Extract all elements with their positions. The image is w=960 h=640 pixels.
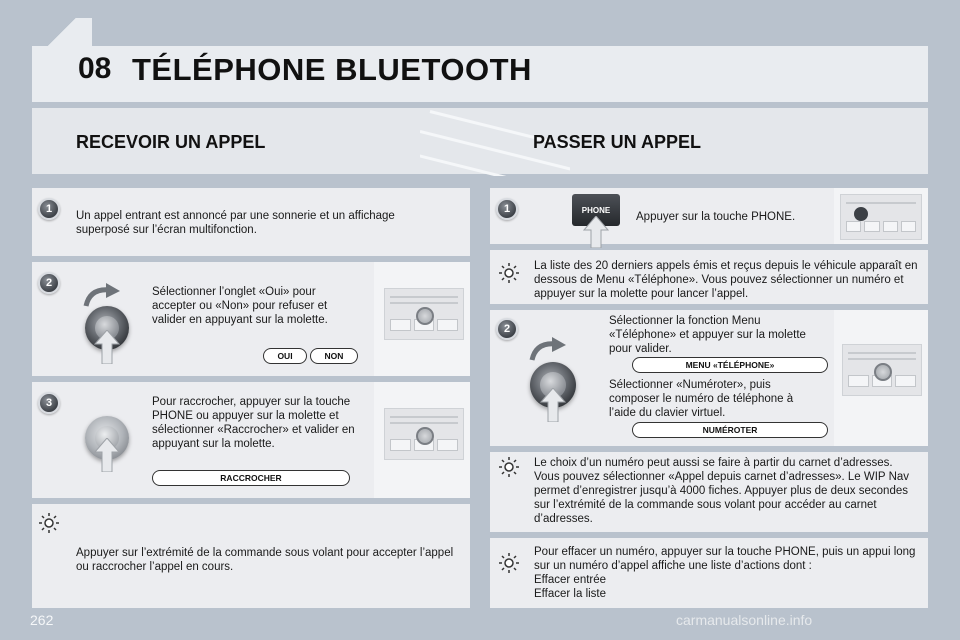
menu-telephone-button[interactable]: MENU «TÉLÉPHONE» (632, 357, 828, 373)
rotate-arrow-icon (528, 336, 568, 364)
step-badge: 2 (38, 272, 60, 294)
tip-sun-icon (38, 512, 60, 534)
radio-unit-icon (840, 194, 922, 240)
press-arrow-icon (94, 438, 120, 472)
oui-button[interactable]: OUI (263, 348, 307, 364)
tip-sun-icon (498, 456, 520, 478)
section-title-receive: RECEVOIR UN APPEL (76, 132, 266, 152)
make-tip1-text: La liste des 20 derniers appels émis et reçus depuis le véhicule apparaît en dessous de Menu «Téléphone». Vous pouvez sélectionner un numéro et appuyer sur la molette pour lancer l’appel. (534, 260, 918, 300)
section-title-make: PASSER UN APPEL (533, 132, 702, 152)
hangup-button[interactable]: RACCROCHER (152, 470, 350, 486)
receive-step1-text: Un appel entrant est annoncé par une sonnerie et un affichage superposé sur l’écran multifonction. (76, 210, 395, 236)
header-fold (32, 18, 92, 46)
page-number: 262 (30, 612, 54, 628)
radio-unit-icon (842, 344, 922, 396)
page-title: TÉLÉPHONE BLUETOOTH (132, 52, 532, 87)
step-badge: 2 (496, 318, 518, 340)
receive-step2-text: Sélectionner l’onglet «Oui» pour accepter ou «Non» pour refuser et valider en appuyant sur la molette. (152, 286, 328, 326)
tip-sun-icon (498, 262, 520, 284)
make-tip3-line1: Pour effacer un numéro, appuyer sur la touche PHONE, puis un appui long sur un numéro d’appel affiche une liste d’actions dont : (534, 546, 916, 572)
tip-sun-icon (498, 552, 520, 574)
press-arrow-icon (540, 388, 566, 422)
make-tip3-line3: Effacer la liste (534, 588, 607, 600)
step-badge: 1 (496, 198, 518, 220)
step-badge: 3 (38, 392, 60, 414)
watermark: carmanualsonline.info (676, 612, 813, 628)
make-step2-text-a: Sélectionner la fonction Menu «Téléphone» et appuyer sur la molette pour valider. (609, 315, 806, 355)
press-arrow-icon (583, 216, 609, 248)
make-tip2-text: Le choix d’un numéro peut aussi se faire à partir du carnet d’adresses. Vous pouvez sélectionner «Appel depuis carnet d’adresses». Le WIP Nav permet d’enregistrer jusqu’à 4000 fiches. Appuyer plus de deux secondes sur l’extrémité de la commande sous volant pour accéder au carnet d’adresses. (534, 457, 910, 525)
step-badge: 1 (38, 198, 60, 220)
make-step2-text-b: Sélectionner «Numéroter», puis composer le numéro de téléphone à l’aide du clavier virtuel. (609, 379, 794, 419)
phone-key-icon: PHONE (572, 194, 620, 226)
make-tip3-text (534, 545, 920, 601)
radio-unit-icon (384, 408, 464, 460)
make-step1-text: Appuyer sur la touche PHONE. (636, 211, 796, 223)
chapter-number: 08 (78, 52, 112, 85)
radio-unit-icon (384, 288, 464, 340)
make-tip3-line2: Effacer entrée (534, 574, 607, 586)
receive-tip-text: Appuyer sur l’extrémité de la commande sous volant pour accepter l’appel ou raccrocher l’appel en cours. (76, 547, 454, 573)
non-button[interactable]: NON (310, 348, 358, 364)
receive-step3-text: Pour raccrocher, appuyer sur la touche PHONE ou appuyer sur la molette et sélectionner «Raccrocher» et valider en appuyant sur la molette. (152, 396, 355, 450)
numeroter-button[interactable]: NUMÉROTER (632, 422, 828, 438)
press-arrow-icon (94, 330, 120, 364)
